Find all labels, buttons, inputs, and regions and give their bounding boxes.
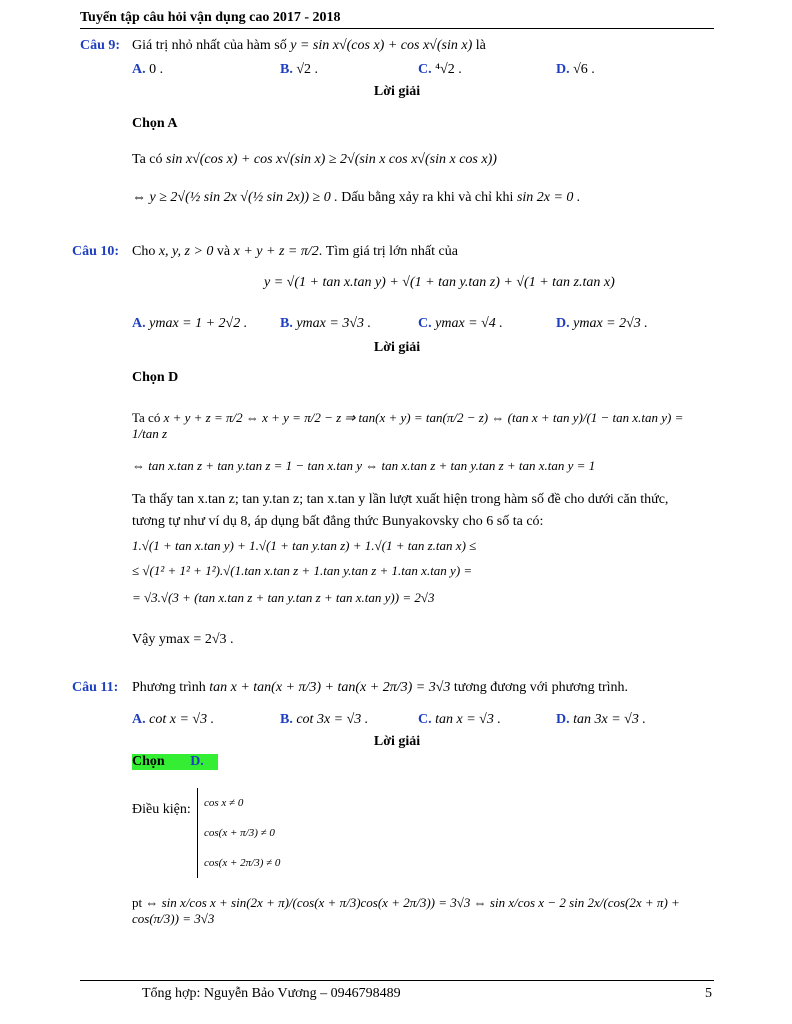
q9-option-c: C. ⁴√2 . — [418, 62, 462, 77]
header-divider — [80, 28, 714, 29]
q10-option-d: D. ymax = 2√3 . — [556, 316, 648, 331]
q10-choice: Chọn D — [132, 370, 179, 385]
q11-option-c: C. tan x = √3 . — [418, 712, 501, 727]
question-label: Câu 11: — [72, 680, 119, 695]
q10-line2: ⇔ tan x.tan z + tan y.tan z = 1 − tan x.tan y ⇔ tan x.tan z + tan y.tan z + tan x.tan y = 1 — [132, 458, 596, 473]
question-label: Câu 10: — [72, 244, 120, 259]
q10-option-a: A. ymax = 1 + 2√2 . — [132, 316, 248, 331]
question-9-stem — [132, 38, 486, 54]
q11-option-b: B. cot 3x = √3 . — [280, 712, 369, 727]
q11-solution-title: Lời giải — [373, 734, 421, 749]
q9-solution-title: Lời giải — [373, 84, 421, 99]
question-label: Câu 9: — [80, 38, 121, 53]
q9-line2: ⇔ y ≥ 2√(½ sin 2x √(½ sin 2x)) ≥ 0 . Dấu bằng xảy ra khi và chỉ khi sin 2x = 0 . — [132, 190, 581, 205]
question-10 — [72, 244, 119, 260]
q9-choice: Chọn A — [132, 116, 178, 131]
q10-option-b: B. ymax = 3√3 . — [280, 316, 372, 331]
question-10-stem: Cho x, y, z > 0 và x + y + z = π/2. Tìm giá trị lớn nhất của — [132, 244, 458, 259]
q11-option-d: D. tan 3x = √3 . — [556, 712, 646, 727]
q10-ineq1: 1.√(1 + tan x.tan y) + 1.√(1 + tan y.tan z) + 1.√(1 + tan z.tan x) ≤ — [132, 538, 477, 553]
question-11-stem: Phương trình tan x + tan(x + π/3) + tan(x + 2π/3) = 3√3 tương đương với phương trình. — [132, 680, 629, 695]
q11-cond-label: Điều kiện: — [132, 802, 191, 817]
q9-option-a: A. 0 . — [132, 62, 164, 77]
q11-pt-line: pt ⇔ sin x/cos x + sin(2x + π)/(cos(x + π/3)cos(x + 2π/3)) = 3√3 ⇔ sin x/cos x − 2 sin 2x/(cos(2x + π) + cos(π/3)) = 3√3 — [132, 895, 680, 926]
q10-expr: y = √(1 + tan x.tan y) + √(1 + tan y.tan z) + √(1 + tan z.tan x) — [264, 275, 615, 290]
page-header-title: Tuyển tập câu hỏi vận dụng cao 2017 - 2018 — [80, 10, 341, 25]
q9-option-b: B. √2 . — [280, 62, 319, 77]
footer-divider — [80, 980, 714, 981]
q10-ineq3: = √3.√(3 + (tan x.tan z + tan y.tan z + tan x.tan y)) = 2√3 — [132, 590, 435, 605]
question-11 — [72, 680, 118, 696]
q10-solution-title: Lời giải — [373, 340, 421, 355]
q9-option-d: D. √6 . — [556, 62, 595, 77]
q10-line1: Ta có x + y + z = π/2 ⇔ x + y = π/2 − z ⇒ tan(x + y) = tan(π/2 − z) ⇔ (tan x + tan y)/(1 − tan x.tan y) = 1/tan z — [132, 410, 684, 441]
stem-text: Giá trị nhỏ nhất của hàm số — [132, 38, 287, 53]
question-9 — [80, 38, 120, 54]
q10-option-c: C. ymax = √4 . — [418, 316, 503, 331]
q9-line1: Ta có sin x√(cos x) + cos x√(sin x) ≥ 2√(sin x cos x√(sin x cos x)) — [132, 152, 497, 167]
stem-tail: là — [475, 38, 486, 53]
q10-para1: Ta thấy tan x.tan z; tan y.tan z; tan x.tan y lần lượt xuất hiện trong hàm số đề cho dưới căn thức, — [132, 492, 669, 507]
footer-text: Tổng hợp: Nguyễn Bảo Vương – 0946798489 — [142, 986, 401, 1001]
q10-conclusion: Vậy ymax = 2√3 . — [132, 632, 234, 647]
q11-option-a: A. cot x = √3 . — [132, 712, 215, 727]
q10-para2: tương tự như ví dụ 8, áp dụng bất đẳng thức Bunyakovsky cho 6 số ta có: — [132, 514, 544, 529]
q10-ineq2: ≤ √(1² + 1² + 1²).√(1.tan x.tan z + 1.tan y.tan z + 1.tan x.tan y) = — [132, 563, 473, 578]
q11-condition-system: cos x ≠ 0 cos(x + π/3) ≠ 0 cos(x + 2π/3) ≠ 0 — [197, 788, 280, 878]
stem-expr: y = sin x√(cos x) + cos x√(sin x) — [290, 38, 473, 53]
page-number: 5 — [705, 986, 712, 1001]
q11-choice: Chọn D. — [132, 754, 218, 770]
